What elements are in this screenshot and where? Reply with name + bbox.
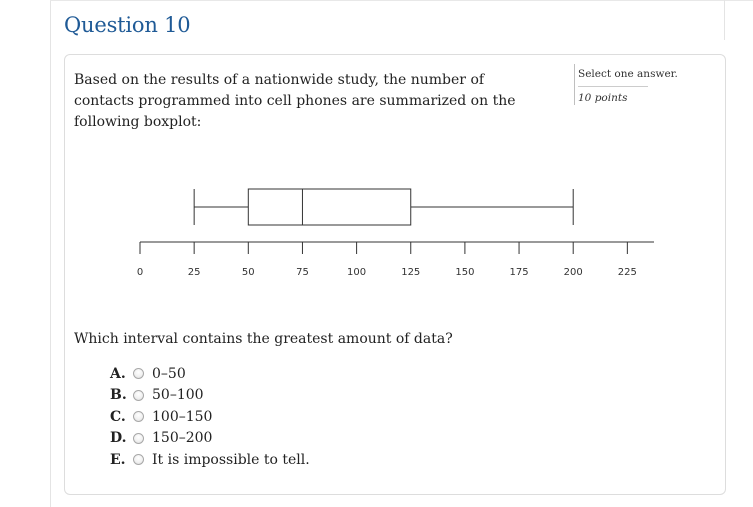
radio-button[interactable]	[133, 411, 144, 422]
answer-option-c[interactable]	[110, 406, 310, 428]
points-label: 10 points	[578, 92, 628, 104]
answer-text[interactable]: It is impossible to tell.	[152, 451, 310, 468]
tick-label: 100	[347, 267, 367, 278]
tick-label: 25	[187, 267, 201, 278]
answer-letter: E.	[110, 451, 126, 468]
radio-button[interactable]	[133, 454, 144, 465]
answer-option-d[interactable]	[110, 428, 310, 450]
question-title: Question 10	[64, 13, 191, 37]
answer-letter: A.	[110, 365, 126, 382]
answer-letter: B.	[110, 387, 127, 404]
answer-option-e[interactable]	[110, 449, 310, 471]
tick-label: 75	[296, 267, 309, 278]
interquartile-box	[248, 189, 410, 225]
radio-button[interactable]	[133, 433, 144, 444]
tick-label: 175	[509, 267, 529, 278]
tick-label: 200	[563, 267, 583, 278]
select-one-label: Select one answer.	[578, 68, 678, 80]
answer-option-b[interactable]	[110, 385, 310, 407]
answer-text[interactable]: 100–150	[152, 408, 213, 425]
answer-letter: D.	[110, 430, 127, 447]
tick-label: 50	[241, 267, 255, 278]
question-ask: Which interval contains the greatest amount of data?	[74, 331, 453, 347]
tick-label: 150	[455, 267, 475, 278]
answer-text[interactable]: 150–200	[152, 430, 213, 447]
tick-label: 0	[136, 267, 144, 278]
radio-button[interactable]	[133, 368, 144, 379]
answer-list	[110, 363, 310, 471]
radio-button[interactable]	[133, 390, 144, 401]
answer-text[interactable]: 0–50	[152, 365, 186, 382]
answer-text[interactable]: 50–100	[152, 387, 204, 404]
question-prompt: Based on the results of a nationwide study, the number of contacts programmed into cell phones are summarized on the following boxplot:	[74, 72, 516, 130]
tick-label: 225	[617, 267, 637, 278]
tick-label: 125	[401, 267, 421, 278]
answer-letter: C.	[110, 408, 126, 425]
answer-option-a[interactable]	[110, 363, 310, 385]
